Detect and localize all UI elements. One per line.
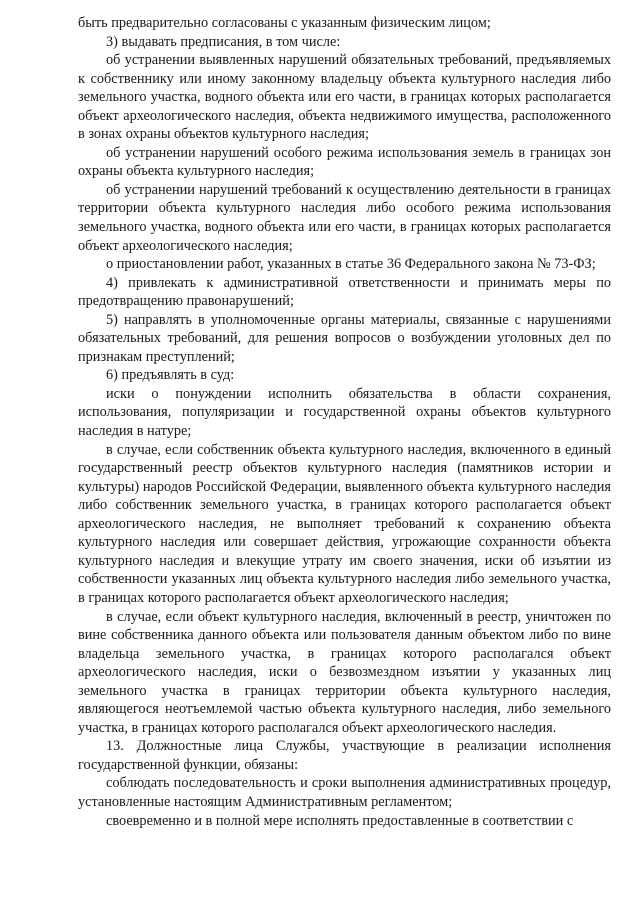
paragraph-item-3: 3) выдавать предписания, в том числе: xyxy=(106,33,341,50)
paragraph-item-6-c: в случае, если объект культурного наследия, включенный в реестр, уничтожен по вине собственника данного объекта или пользователя данным объектом либо по вине владельца земельного участка, в границах которого располагался объект археологического наследия, иски о безвозмездном изъятии у указанных лиц земельного участка в границах территории объекта культурного наследия, являющегося неотъемлемой частью объекта культурного наследия, либо земельного участка, в границах которого располагался объект археологического наследия. xyxy=(78,608,611,736)
paragraph-item-3-b: об устранении нарушений особого режима использования земель в границах зон охраны объекта культурного наследия; xyxy=(78,144,611,180)
document-page xyxy=(78,14,611,830)
paragraph-section-13: 13. Должностные лица Службы, участвующие в реализации исполнения государственной функции, обязаны: xyxy=(78,738,611,773)
paragraph-item-6-a: иски о понуждении исполнить обязательства в области сохранения, использования, популяризации и государственной охраны объектов культурного наследия в натуре; xyxy=(78,385,611,440)
paragraph-item-3-d: о приостановлении работ, указанных в статье 36 Федерального закона № 73-ФЗ; xyxy=(106,256,596,273)
paragraph-item-3-c: об устранении нарушений требований к осуществлению деятельности в границах территории объекта культурного наследия либо особого режима использования земельного участка, водного объекта или его части, в границах которых располагается объект археологического наследия; xyxy=(78,181,611,254)
paragraph-item-4: 4) привлекать к административной ответственности и принимать меры по предотвращению правонарушений; xyxy=(78,274,611,310)
paragraph-continuation: быть предварительно согласованы с указанным физическим лицом; xyxy=(78,15,491,31)
paragraph-item-6-b: в случае, если собственник объекта культурного наследия, включенного в единый государственный реестр объектов культурного наследия (памятников истории и культуры) народов Российской Федерации, выявленного объекта культурного наследия либо собственник земельного участка, в границах которого располагается объект археологического наследия, не выполняет требований к сохранению объекта культурного наследия или совершает действия, угрожающие сохранности объекта культурного наследия и влекущие утрату им своего значения, иски об изъятии из собственности указанных лиц объекта культурного наследия либо земельного участка, в границах которого располагается объект археологического наследия; xyxy=(78,441,611,606)
paragraph-item-5: 5) направлять в уполномоченные органы материалы, связанные с нарушениями обязательных требований, для решения вопросов о возбуждении уголовных дел по признакам преступлений; xyxy=(78,311,611,365)
paragraph-item-6: 6) предъявлять в суд: xyxy=(106,367,235,384)
paragraph-item-3-a: об устранении выявленных нарушений обязательных требований, предъявляемых к собственнику или иному законному владельцу объекта культурного наследия либо земельного участка, водного объекта или его части, в границах которых располагается объект археологического наследия, объекта недвижимого имущества, расположенного в зонах охраны объектов культурного наследия; xyxy=(78,52,611,143)
paragraph-section-13-a: соблюдать последовательность и сроки выполнения административных процедур, установленные настоящим Административным регламентом; xyxy=(78,775,611,810)
paragraph-section-13-b: своевременно и в полной мере исполнять предоставленные в соответствии с xyxy=(106,812,574,829)
